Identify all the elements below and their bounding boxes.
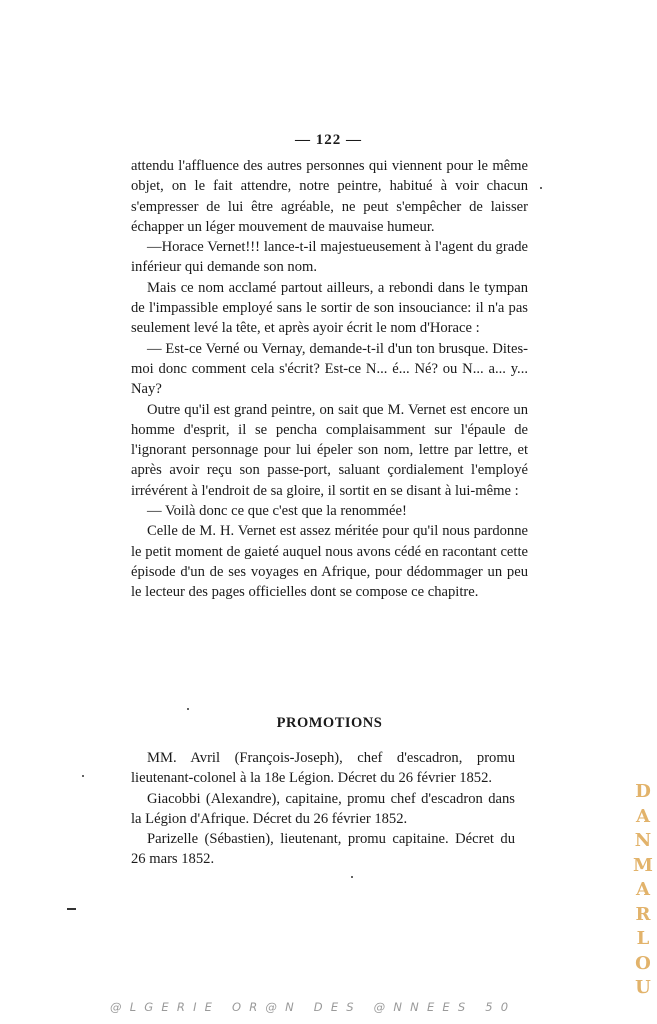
paragraph: Mais ce nom acclamé partout ailleurs, a rebondi dans le tympan de l'impassible employé sans le sortir de son insouciance: il n'a pas seulement levé la tête, et après ayoir écrit le nom d'Horace : [131, 279, 528, 337]
watermark-letter: L [636, 928, 650, 949]
body-text [131, 156, 528, 603]
promotions-list [131, 748, 515, 870]
scan-speck [82, 775, 84, 777]
watermark-letter: O [635, 952, 651, 974]
scan-speck [351, 876, 353, 878]
watermark-letter: U [635, 977, 651, 998]
scan-speck [187, 708, 189, 710]
footer-watermark: @LGERIE OR@N DES @NNEES 50 [110, 1000, 517, 1014]
scan-dash [67, 908, 76, 910]
paragraph: — Voilà donc ce que c'est que la renommée! [147, 503, 407, 520]
paragraph: Outre qu'il est grand peintre, on sait que M. Vernet est encore un homme d'esprit, il se pencha complaisamment sur l'épaule de l'ignorant personnage pour lui épeler son nom, lettre par lettre, et après avoir reçu son passe-port, saluant çordialement l'employé irrévérent à l'endroit de sa gloire, il sortit en se disant à lui-même : [131, 401, 528, 499]
watermark-letter: N [634, 830, 652, 851]
watermark-letter: A [636, 879, 650, 900]
page-number: — 122 — [295, 132, 362, 148]
promotion-entry: Giacobbi (Alexandre), capitaine, promu chef d'escadron dans la Légion d'Afrique. Décret du 26 février 1852. [131, 790, 515, 827]
paragraph: —Horace Vernet!!! lance-t-il majestueusement à l'agent du grade inférieur qui demande son nom. [131, 239, 528, 276]
watermark-letter: M [633, 854, 653, 876]
section-heading: PROMOTIONS [276, 715, 383, 731]
promotion-entry: MM. Avril (François-Joseph), chef d'escadron, promu lieutenant-colonel à la 18e Légion. Décret du 26 février 1852. [131, 750, 515, 787]
watermark-letter: A [636, 805, 650, 827]
paragraph: — Est-ce Verné ou Vernay, demande-t-il d'un ton brusque. Dites-moi donc comment cela s'écrit? Est-ce N... é... Né? ou N... a... y... Nay? [131, 340, 528, 398]
watermark-letter: R [635, 903, 651, 925]
side-watermark [632, 780, 654, 1001]
paragraph: Celle de M. H. Vernet est assez méritée pour qu'il nous pardonne le petit moment de gaieté auquel nous avons cédé en racontant cette épisode d'un de ses voyages en Afrique, pour dédommager un peu le lecteur des pages officielles dont se compose ce chapitre. [131, 523, 528, 601]
paragraph: attendu l'affluence des autres personnes qui viennent pour le même objet, on le fait attendre, notre peintre, habitué à voir chacun s'empresser de lui être agréable, ne peut s'empêcher de laisser échapper un léger mouvement de mauvaise humeur. [131, 158, 528, 235]
scan-speck [540, 187, 542, 189]
promotion-entry: Parizelle (Sébastien), lieutenant, promu capitaine. Décret du 26 mars 1852. [131, 831, 515, 868]
watermark-letter: D [635, 781, 651, 802]
